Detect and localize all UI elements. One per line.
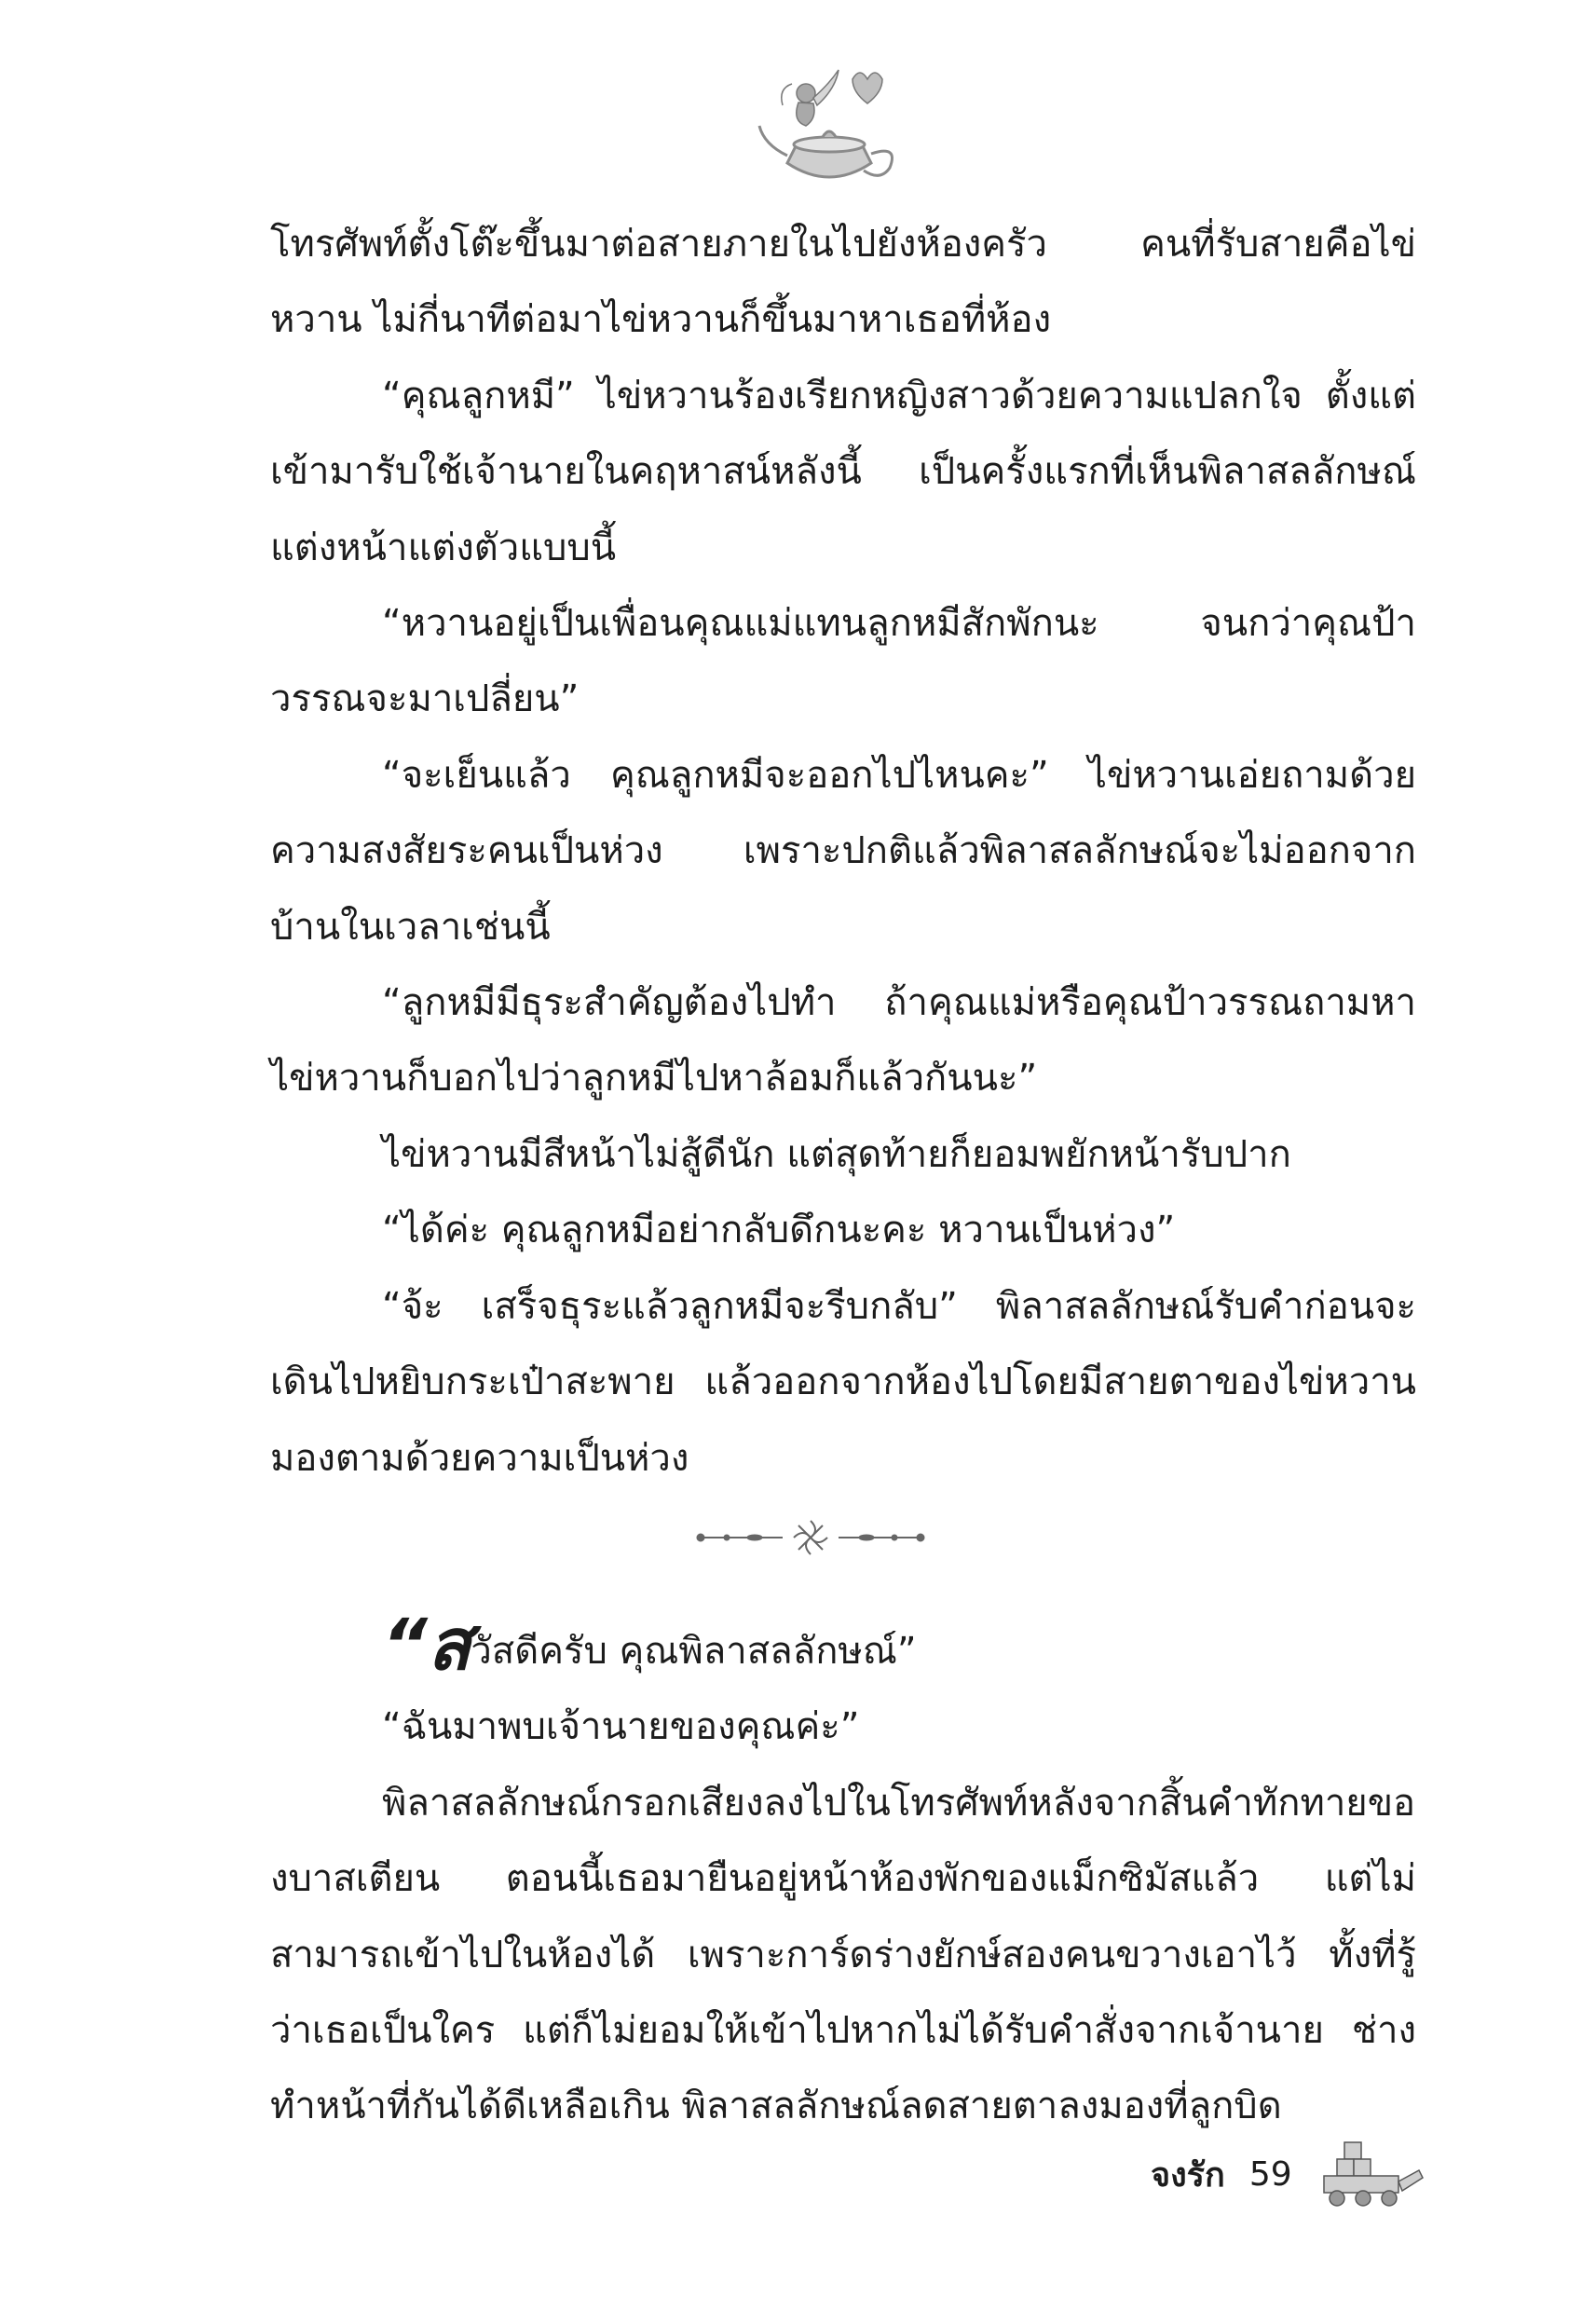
ornamental-divider-icon [689,1510,932,1566]
dropcap-line-text: วัสดีครับ คุณพิลาสลลักษณ์” [471,1630,917,1673]
paragraph: “จ้ะ เสร็จธุระแล้วลูกหมีจะรีบกลับ” พิลาสลลักษณ์รับคำก่อนจะเดินไปหยิบกระเป๋าสะพาย แล้วออกจากห้องไปโดยมีสายตาของไข่หวานมองตามด้วยความเป็นห่วง [270,1284,1416,1480]
paragraph: “คุณลูกหมี” ไข่หวานร้องเรียกหญิงสาวด้วยความแปลกใจ ตั้งแต่เข้ามารับใช้เจ้านายในคฤหาสน์หลังนี้ เป็นครั้งแรกที่เห็นพิลาสลลักษณ์แต่งหน้าแต่งตัวแบบนี้ [270,374,1416,569]
paragraph: “ฉันมาพบเจ้านายของคุณค่ะ” [382,1705,860,1749]
teapot-cupid-ornament-icon [750,51,908,200]
paragraph: “จะเย็นแล้ว คุณลูกหมีจะออกไปไหนคะ” ไข่หวานเอ่ยถามด้วยความสงสัยระคนเป็นห่วง เพราะปกติแล้วพิลาสลลักษณ์จะไม่ออกจากบ้านในเวลาเช่นนี้ [270,753,1416,949]
paragraph: “หวานอยู่เป็นเพื่อนคุณแม่แทนลูกหมีสักพักนะ จนกว่าคุณป้าวรรณจะมาเปลี่ยน” [270,602,1416,721]
toy-train-abc-blocks-icon [1316,2137,1428,2211]
dropcap-paragraph [270,1603,1416,1689]
paragraph: ไข่หวานมีสีหน้าไม่สู้ดีนัก แต่สุดท้ายก็ยอมพยักหน้ารับปาก [382,1132,1291,1176]
page-footer [1151,2141,1428,2207]
paragraph: พิลาสลลักษณ์กรอกเสียงลงไปในโทรศัพท์หลังจากสิ้นคำทักทายของบาสเตียน ตอนนี้เธอมายืนอยู่หน้าห้องพักของแม็กซิมัสแล้ว แต่ไม่สามารถเข้าไปในห้องได้ เพราะการ์ดร่างยักษ์สองคนขวางเอาไว้ ทั้งที่รู้ว่าเธอเป็นใคร แต่ก็ไม่ยอมให้เข้าไปหากไม่ได้รับคำสั่งจากเจ้านาย ช่างทำหน้าที่กันได้ดีเหลือเกิน พิลาสลลักษณ์ลดสายตาลงมองที่ลูกบิด [270,1781,1416,2128]
body-text-section-1 [270,207,1416,1497]
paragraph: “ได้ค่ะ คุณลูกหมีอย่ากลับดึกนะคะ หวานเป็นห่วง” [382,1209,1176,1252]
book-title: จงรัก [1151,2155,1225,2195]
body-text-section-2 [270,1603,1416,2145]
paragraph: “ลูกหมีมีธุระสำคัญต้องไปทำ ถ้าคุณแม่หรือคุณป้าวรรณถามหาไข่หวานก็บอกไปว่าลูกหมีไปหาล้อมก็แล้วกันนะ” [270,981,1416,1101]
page-number: 59 [1248,2154,1292,2194]
dropcap-quote: “ [382,1603,428,1686]
dropcap-letter: ส [427,1603,471,1686]
paragraph: โทรศัพท์ตั้งโต๊ะขึ้นมาต่อสายภายในไปยังห้องครัว คนที่รับสายคือไข่หวาน ไม่กี่นาทีต่อมาไข่หวานก็ขึ้นมาหาเธอที่ห้อง [270,223,1416,342]
